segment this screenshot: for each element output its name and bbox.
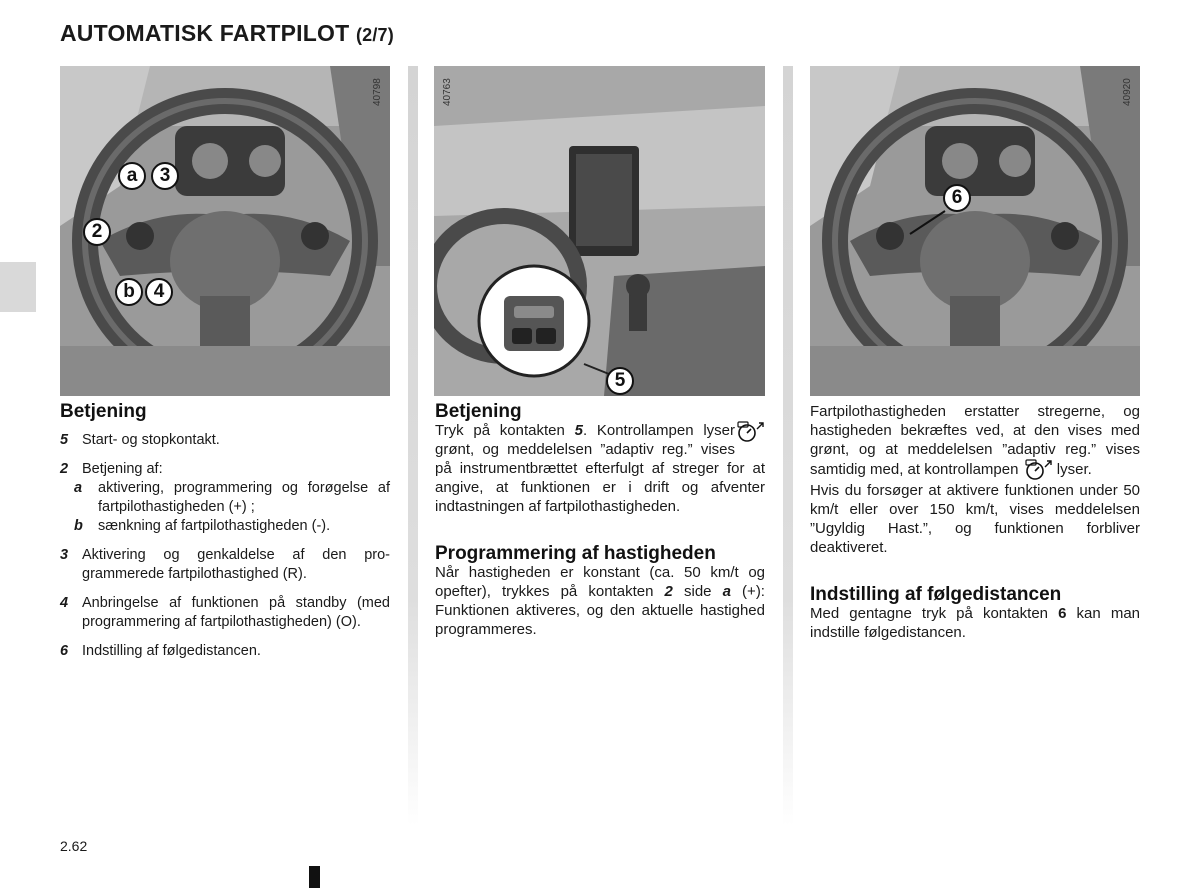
item-key: 2: [60, 461, 69, 477]
sub-item: [60, 517, 390, 536]
paragraph: Hvis du forsøger at aktivere funktionen under 50 km/t eller over 150 km/t, vises meddelelsen ”Ugyldig Hast.”, og funktionen forbliver deaktiveret.: [810, 482, 1140, 556]
section-heading: Indstilling af følgedistancen: [810, 584, 1062, 605]
callout-5: 5: [606, 367, 634, 395]
text-run: Fartpilothastigheden erstatter stregerne, og hastigheden bekræftes ved, at den vises med grønt, og at meddelelsen ”adaptiv reg.” vises samtidig med, at kontrollampen: [810, 403, 1140, 478]
paragraph: [810, 402, 1140, 481]
text-run: (+): Funktionen aktiveres, og den aktuelle hastighed programmeres.: [435, 583, 765, 638]
page-title: [60, 20, 394, 47]
dashboard-illustration: [434, 66, 765, 396]
section-heading: Betjening: [435, 401, 522, 422]
key-ref: 5: [574, 422, 583, 439]
paragraph: [435, 421, 765, 516]
text-run: kan man indstille følgedistancen.: [810, 605, 1141, 641]
item-text: aktivering, programmering og forøgelse af fartpilothastigheden (+) ;: [98, 480, 390, 515]
callout-4: 4: [145, 278, 173, 306]
adaptive-cruise-lamp-icon: [1023, 459, 1053, 481]
callout-b: b: [115, 278, 143, 306]
key-ref: 6: [1058, 605, 1067, 622]
text-run: Med gentagne tryk på kontakten: [810, 605, 1059, 622]
item-text: sænkning af fartpilothastigheden (-).: [98, 518, 331, 534]
steering-wheel-illustration: [60, 66, 390, 396]
column-2: [435, 402, 765, 639]
item-text: Betjening af:: [82, 461, 163, 477]
sub-item: [60, 479, 390, 517]
list-item: [60, 460, 390, 479]
item-key: 3: [60, 547, 69, 563]
column-3: [810, 402, 1140, 642]
image-reference-number: 40763: [442, 78, 453, 106]
list-item: [60, 546, 390, 584]
callout-3: 3: [151, 162, 179, 190]
key-ref: a: [722, 583, 731, 600]
item-text: Start- og stopkontakt.: [82, 432, 220, 448]
item-key: a: [74, 480, 83, 496]
paragraph: [810, 604, 1140, 642]
page-title-text: AUTOMATISK FARTPILOT: [60, 20, 350, 46]
section-heading: Programmering af hastigheden: [435, 543, 716, 564]
item-key: b: [74, 518, 83, 534]
text-run: Når hastigheden er konstant (ca. 50 km/t og opefter), trykkes på kontakten: [435, 564, 765, 600]
page-title-sub: (2/7): [355, 25, 394, 45]
item-key: 6: [60, 643, 69, 659]
list-item: [60, 594, 390, 632]
callout-2: 2: [83, 218, 111, 246]
image-reference-number: 40798: [372, 78, 383, 106]
item-text: Indstilling af følgedistancen.: [82, 643, 261, 659]
text-run: side: [672, 583, 723, 600]
chapter-tab: [0, 262, 36, 312]
item-text: Aktivering og genkaldelse af den programmerede fartpilothastighed (R).: [82, 547, 390, 582]
adaptive-cruise-lamp-icon: [735, 421, 765, 443]
callout-a: a: [118, 162, 146, 190]
column-divider: [408, 66, 418, 826]
callout-6: 6: [943, 184, 971, 212]
item-key: 4: [60, 595, 69, 611]
text-run: lyser.: [1056, 460, 1092, 478]
text-run: . Kontrollampen lyser grønt, og meddelelsen ”adaptiv reg.” vises på instrumentbrættet efterfulgt af streger for at angive, at funktionen er i drift og afventer indtastningen af fartpilothastigheden.: [435, 422, 765, 515]
list-item: [60, 431, 390, 450]
column-1: [60, 402, 390, 661]
image-reference-number: 40920: [1122, 78, 1133, 106]
paragraph: [435, 563, 765, 639]
item-text: Anbringelse af funktionen på standby (med programmering af fartpilothastigheden) (O).: [82, 595, 390, 630]
key-ref: 2: [664, 583, 673, 600]
steering-wheel-illustration-2: [810, 66, 1140, 396]
page-number: 2.62: [60, 838, 88, 854]
text-run: Tryk på kontakten: [435, 422, 575, 439]
page-edge-marker: [309, 866, 320, 888]
item-key: 5: [60, 432, 69, 448]
list-item: [60, 642, 390, 661]
column-divider: [783, 66, 793, 826]
section-heading: Betjening: [60, 401, 147, 422]
